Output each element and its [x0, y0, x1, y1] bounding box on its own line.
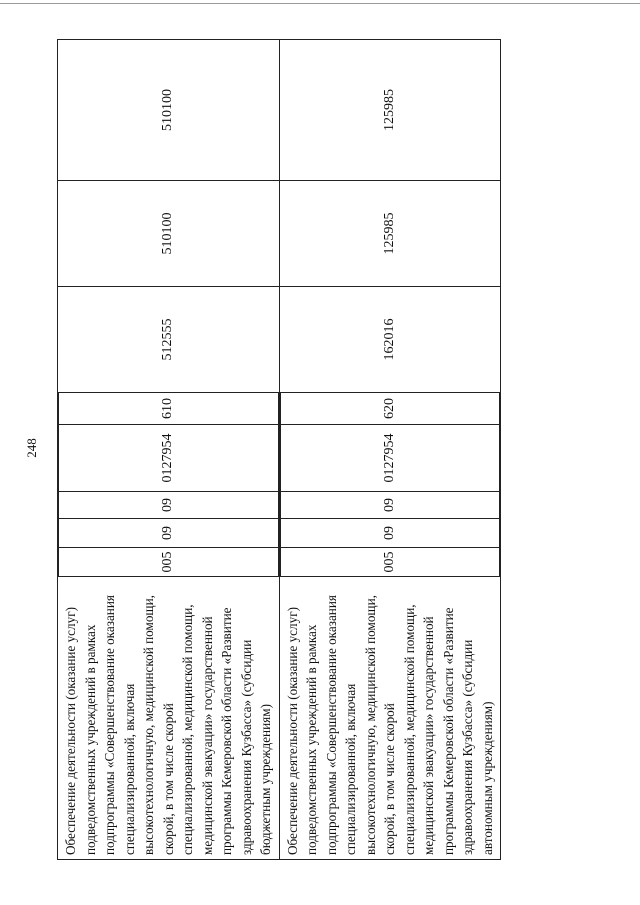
ministry-code-cell: 005 [280, 548, 500, 577]
empty-cell [500, 492, 501, 519]
amount-2-cell: 125985 [279, 181, 501, 287]
subsection-cell: 09 [59, 492, 279, 519]
amount-1-cell: 512555 [58, 287, 280, 393]
section-cell: 09 [59, 519, 279, 548]
amount-3-cell: 510100 [58, 40, 280, 181]
target-article-cell: 0127954 [280, 425, 500, 492]
section-cell: 09 [280, 519, 500, 548]
scan-edge-line [0, 3, 640, 4]
budget-table [57, 39, 501, 860]
amount-1-cell: 162016 [279, 287, 501, 393]
subsection-cell: 09 [280, 492, 500, 519]
amount-3-cell: 125985 [279, 40, 501, 181]
target-article-cell: 0127954 [59, 425, 279, 492]
page-number: 248 [24, 438, 39, 458]
row-description: Обеспечение деятельности (оказание услуг) подведомственных учреждений в рамках подпрограммы «Совершенствование оказания специализированной, включая высокотехнологичную, медицинской помощи, скорой, в том числе скорой специализированной, медицинской помощи, медицинской эвакуации» государственной программы Кемеровской области «Развитие здравоохранения Кузбасса» (субсидии автономным учреждениям) [279, 577, 501, 860]
rotated-table-container [57, 40, 495, 860]
expense-type-cell: 620 [280, 393, 500, 425]
empty-cell [500, 519, 501, 548]
empty-cell [500, 548, 501, 577]
amount-2-cell: 510100 [58, 181, 280, 287]
expense-type-cell: 610 [59, 393, 279, 425]
empty-cell [500, 425, 501, 492]
empty-cell [500, 393, 501, 425]
ministry-code-cell: 005 [59, 548, 279, 577]
row-description: Обеспечение деятельности (оказание услуг) подведомственных учреждений в рамках подпрограммы «Совершенствование оказания специализированной, включая высокотехнологичную, медицинской помощи, скорой, в том числе скорой специализированной, медицинской помощи, медицинской эвакуации» государственной программы Кемеровской области «Развитие здравоохранения Кузбасса» (субсидии бюджетным учреждениям) [58, 577, 280, 860]
